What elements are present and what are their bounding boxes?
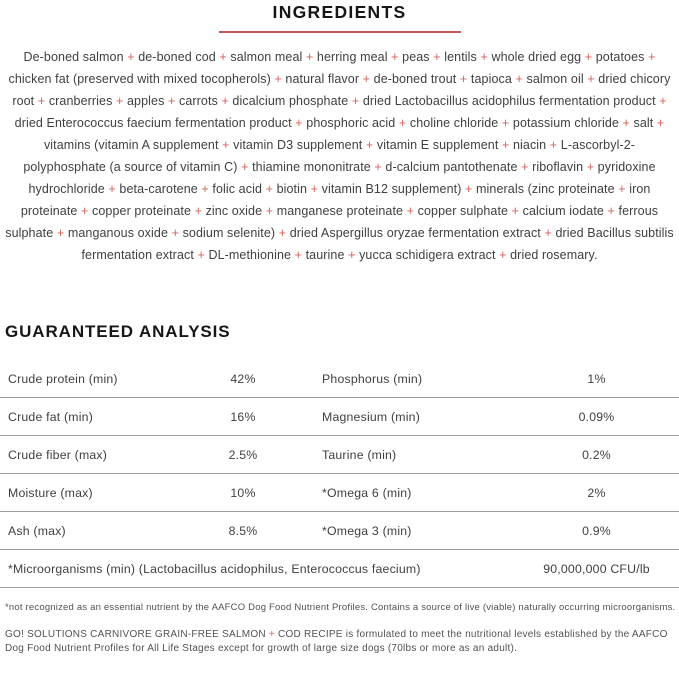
analysis-right-value: 0.9% bbox=[582, 523, 611, 538]
analysis-left-value: 10% bbox=[230, 485, 256, 500]
aafco-footnote: *not recognized as an essential nutrient by the AAFCO Dog Food Nutrient Profiles. Contains a source of live (viable) naturally occurring microorganisms. bbox=[5, 602, 676, 613]
plus-separator: + bbox=[495, 248, 511, 262]
title-underline bbox=[219, 31, 461, 33]
plus-separator: + bbox=[215, 50, 231, 64]
plus-separator: + bbox=[104, 182, 120, 196]
plus-separator: + bbox=[34, 94, 49, 108]
plus-separator: + bbox=[498, 138, 513, 152]
analysis-right-label: *Omega 3 (min) bbox=[322, 523, 412, 538]
analysis-right-label: Magnesium (min) bbox=[322, 409, 420, 424]
plus-separator: + bbox=[197, 182, 213, 196]
analysis-left-value: 42% bbox=[230, 371, 256, 386]
plus-separator: + bbox=[546, 138, 561, 152]
analysis-table-row bbox=[0, 474, 679, 512]
plus-separator: + bbox=[618, 116, 634, 130]
analysis-table-row bbox=[0, 512, 679, 550]
formulation-text: is formulated to meet the nutritional levels established by the AAFCO Dog Food Nutrient Profiles for All Life Stages except for growth of large size dogs (70lbs or more as an adult). bbox=[5, 629, 668, 654]
guaranteed-analysis-title: GUARANTEED ANALYSIS bbox=[5, 322, 231, 341]
plus-separator: + bbox=[370, 160, 386, 174]
plus-separator: + bbox=[291, 116, 307, 130]
product-name-before-plus: GO! SOLUTIONS CARNIVORE GRAIN-FREE SALMON bbox=[5, 629, 266, 640]
analysis-right-value: 2% bbox=[587, 485, 606, 500]
guaranteed-analysis-table bbox=[0, 360, 679, 588]
plus-separator: + bbox=[291, 248, 306, 262]
plus-separator: + bbox=[275, 226, 290, 240]
plus-separator: + bbox=[270, 72, 286, 86]
analysis-left-value: 16% bbox=[230, 409, 256, 424]
plus-separator: + bbox=[655, 94, 667, 108]
plus-separator: + bbox=[164, 94, 179, 108]
plus-separator: + bbox=[168, 226, 183, 240]
plus-separator: + bbox=[517, 160, 533, 174]
plus-separator: + bbox=[653, 116, 665, 130]
product-name-plus: + bbox=[268, 629, 275, 640]
analysis-table-body bbox=[0, 360, 679, 550]
plus-separator: + bbox=[112, 94, 127, 108]
plus-separator: + bbox=[403, 204, 418, 218]
analysis-left-label: Crude fat (min) bbox=[8, 409, 94, 424]
plus-separator: + bbox=[461, 182, 477, 196]
plus-separator: + bbox=[429, 50, 445, 64]
plus-separator: + bbox=[498, 116, 513, 130]
ingredients-title: INGREDIENTS bbox=[272, 2, 407, 22]
plus-separator: + bbox=[191, 204, 206, 218]
analysis-right-value: 0.2% bbox=[582, 447, 611, 462]
plus-separator: + bbox=[583, 160, 598, 174]
plus-separator: + bbox=[77, 204, 93, 218]
plus-separator: + bbox=[511, 72, 527, 86]
analysis-table-row bbox=[0, 398, 679, 436]
analysis-table-row bbox=[0, 360, 679, 398]
plus-separator: + bbox=[307, 182, 322, 196]
analysis-left-value: 2.5% bbox=[228, 447, 258, 462]
plus-separator: + bbox=[476, 50, 492, 64]
analysis-table-row bbox=[0, 436, 679, 474]
plus-separator: + bbox=[644, 50, 656, 64]
formulation-statement bbox=[5, 628, 673, 655]
plus-separator: + bbox=[348, 94, 363, 108]
plus-separator: + bbox=[262, 182, 277, 196]
analysis-left-label: Crude protein (min) bbox=[8, 371, 118, 386]
plus-separator: + bbox=[387, 50, 403, 64]
analysis-right-label: *Omega 6 (min) bbox=[322, 485, 412, 500]
plus-separator: + bbox=[508, 204, 523, 218]
plus-separator: + bbox=[362, 138, 377, 152]
plus-separator: + bbox=[53, 226, 68, 240]
plus-separator: + bbox=[603, 204, 619, 218]
analysis-right-value: 0.09% bbox=[578, 409, 615, 424]
plus-separator: + bbox=[217, 94, 233, 108]
plus-separator: + bbox=[581, 50, 596, 64]
plus-separator: + bbox=[456, 72, 471, 86]
ingredients-paragraph: De-boned salmon + de-boned cod + salmon meal + herring meal + peas + lentils + whole dried egg + potatoes + chicken fat (preserved with mixed tocopherols) + natural flavor + de-boned trout + tapioca + salmon oil + dried chicory root + cranberries + apples + carrots + dicalcium phosphate + dried Lactobacillus acidophilus fermentation product + dried Enterococcus faecium fermentation product + phosphoric acid + choline chloride + potassium chloride + salt + vitamins (vitamin A supplement + vitamin D3 supplement + vitamin E supplement + niacin + L-ascorbyl-2-polyphosphate (a source of vitamin C) + thiamine mononitrate + d-calcium pantothenate + riboflavin + pyridoxine hydrochloride + beta-carotene + folic acid + biotin + vitamin B12 supplement) + minerals (zinc proteinate + iron proteinate + copper proteinate + zinc oxide + manganese proteinate + copper sulphate + calcium iodate + ferrous sulphate + manganous oxide + sodium selenite) + dried Aspergillus oryzae fermentation extract + dried Bacillus subtilis fermentation extract + DL-methionine + taurine + yucca schidigera extract + dried rosemary. bbox=[5, 50, 674, 262]
analysis-right-value: 1% bbox=[587, 371, 606, 386]
plus-separator: + bbox=[262, 204, 277, 218]
plus-separator: + bbox=[193, 248, 209, 262]
analysis-left-value: 8.5% bbox=[228, 523, 258, 538]
microorganisms-label: *Microorganisms (min) (Lactobacillus acidophilus, Enterococcus faecium) bbox=[8, 561, 421, 576]
analysis-right-label: Phosphorus (min) bbox=[322, 371, 423, 386]
plus-separator: + bbox=[540, 226, 556, 240]
plus-separator: + bbox=[302, 50, 317, 64]
plus-separator: + bbox=[395, 116, 410, 130]
plus-separator: + bbox=[614, 182, 630, 196]
plus-separator: + bbox=[359, 72, 374, 86]
analysis-left-label: Ash (max) bbox=[8, 523, 66, 538]
analysis-left-label: Moisture (max) bbox=[8, 485, 93, 500]
plus-separator: + bbox=[123, 50, 139, 64]
microorganisms-value: 90,000,000 CFU/lb bbox=[543, 561, 650, 576]
analysis-right-label: Taurine (min) bbox=[322, 447, 397, 462]
plus-separator: + bbox=[218, 138, 234, 152]
microorganisms-row bbox=[0, 550, 679, 588]
plus-separator: + bbox=[237, 160, 253, 174]
plus-separator: + bbox=[583, 72, 599, 86]
plus-separator: + bbox=[344, 248, 360, 262]
product-name-after-plus: COD RECIPE bbox=[278, 629, 343, 640]
analysis-left-label: Crude fiber (max) bbox=[8, 447, 108, 462]
